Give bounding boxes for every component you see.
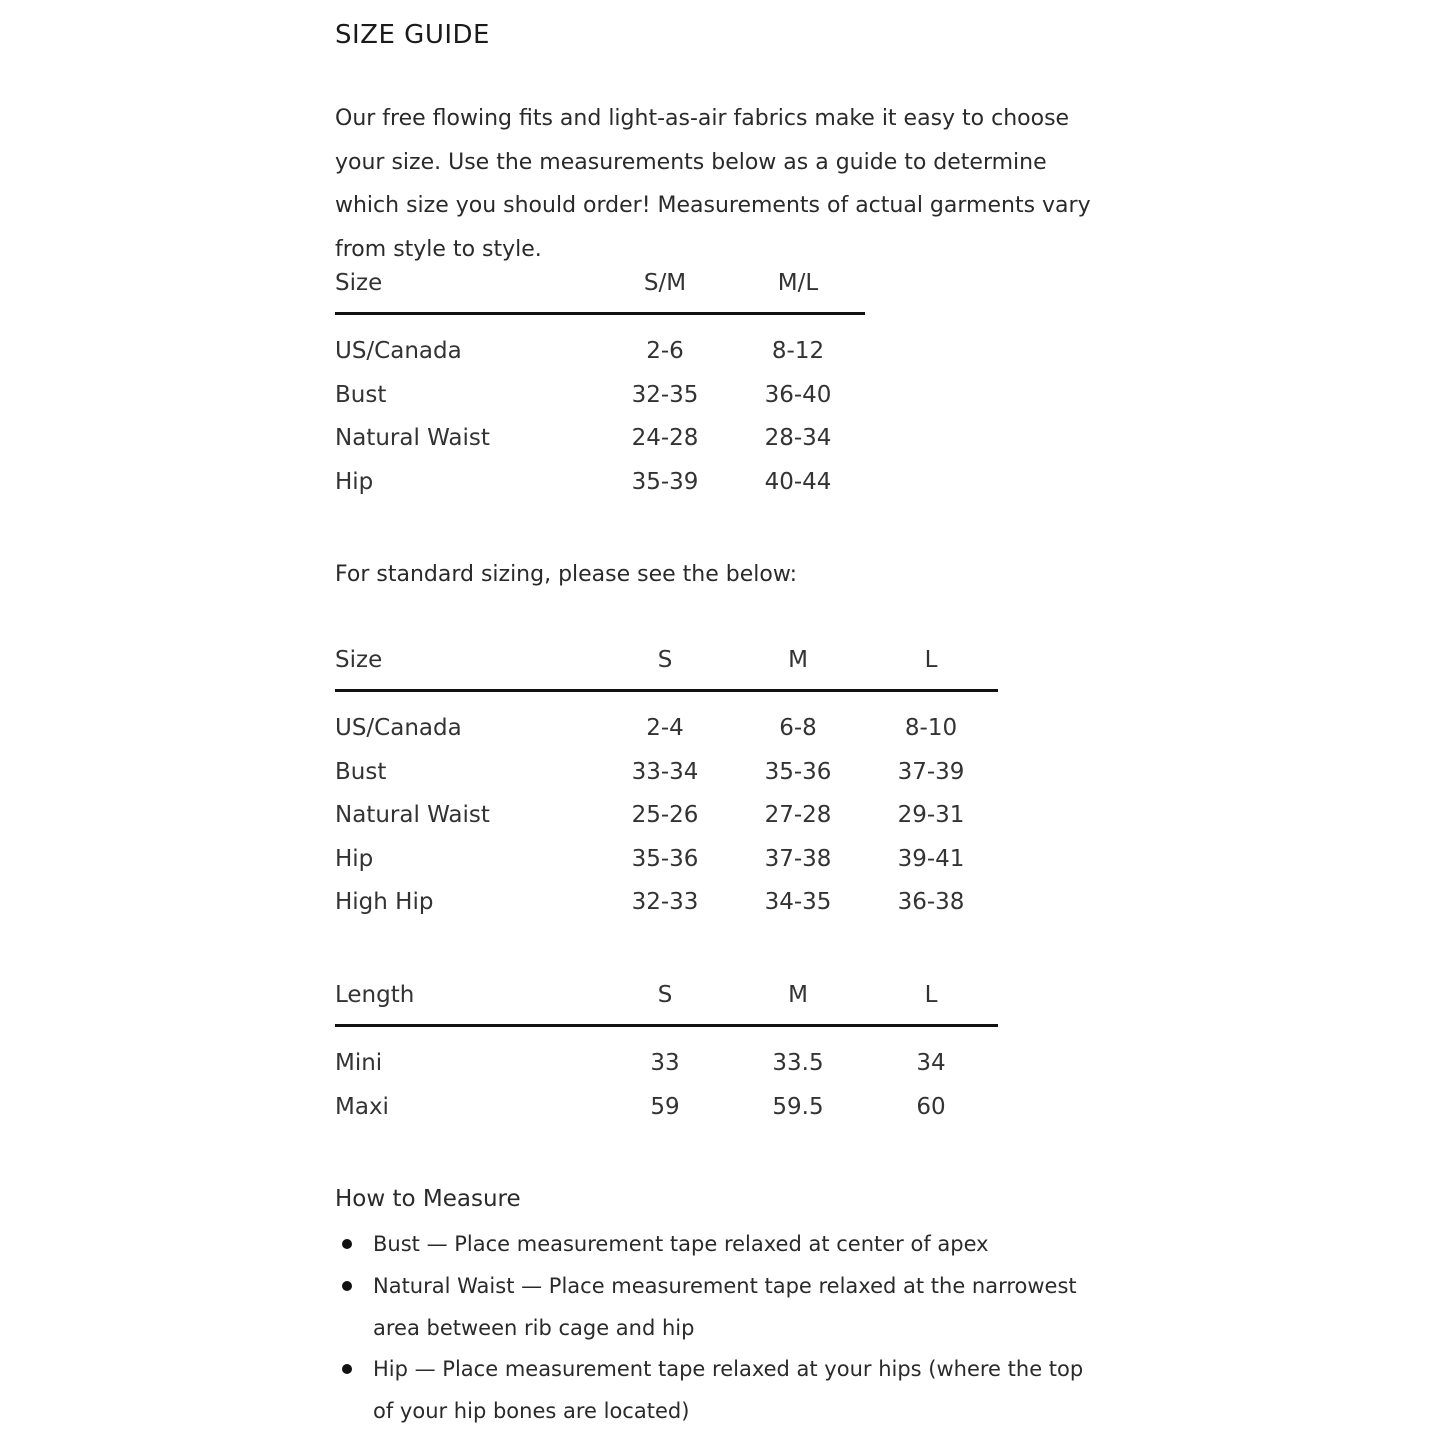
row-label: Bust (335, 758, 387, 785)
header-m: M (788, 982, 808, 1008)
table-row (335, 338, 865, 382)
cell-value: 34-35 (764, 889, 832, 916)
row-label: Natural Waist (335, 425, 490, 452)
cell-value: 28-34 (764, 425, 832, 452)
table-row (335, 382, 865, 426)
cell-value: 32-35 (631, 381, 699, 408)
cell-value: 37-39 (897, 758, 965, 785)
row-label: Mini (335, 1050, 383, 1076)
row-label: US/Canada (335, 715, 462, 741)
header-s: S (657, 647, 673, 673)
row-label: Bust (335, 381, 387, 408)
table-row (335, 469, 865, 513)
cell-value: 2-6 (646, 338, 684, 364)
table-row (335, 846, 998, 890)
measure-instruction: Natural Waist — Place measurement tape relaxed at the narrowest area between rib cage and hip (373, 1273, 1077, 1340)
page-title: SIZE GUIDE (335, 20, 490, 50)
list-item (335, 1224, 1095, 1266)
table-row (335, 889, 998, 933)
header-m: M (788, 647, 808, 673)
cell-value: 33 (650, 1050, 680, 1076)
cell-value: 32-33 (631, 889, 699, 916)
cell-value: 33-34 (631, 758, 699, 785)
table-row (335, 759, 998, 803)
cell-value: 34 (916, 1050, 946, 1076)
cell-value: 59 (650, 1093, 680, 1120)
cell-value: 35-39 (631, 468, 699, 495)
cell-value: 60 (916, 1093, 946, 1120)
how-to-measure-list (335, 1224, 1095, 1433)
row-label: Natural Waist (335, 802, 490, 829)
length-table (335, 982, 998, 1137)
measure-instruction: Hip — Place measurement tape relaxed at your hips (where the top of your hip bones are located) (373, 1357, 1084, 1424)
row-label: US/Canada (335, 338, 462, 364)
row-label: Hip (335, 468, 374, 495)
table-row (335, 802, 998, 846)
cell-value: 35-36 (631, 845, 699, 872)
cell-value: 36-40 (764, 381, 832, 408)
bullet-icon (342, 1364, 352, 1374)
cell-value: 29-31 (897, 802, 965, 829)
cell-value: 27-28 (764, 802, 832, 829)
list-item (335, 1349, 1095, 1433)
cell-value: 33.5 (772, 1050, 824, 1076)
row-label: Hip (335, 845, 374, 872)
cell-value: 2-4 (646, 715, 684, 741)
header-ml: M/L (777, 270, 819, 296)
table-header (335, 982, 998, 1027)
cell-value: 39-41 (897, 845, 965, 872)
bullet-icon (342, 1281, 352, 1291)
header-size: Size (335, 270, 383, 296)
row-label: High Hip (335, 889, 434, 916)
table-row (335, 1094, 998, 1138)
cell-value: 6-8 (779, 715, 817, 741)
cell-value: 8-10 (904, 715, 958, 741)
table-header (335, 270, 865, 315)
cell-value: 8-12 (771, 338, 825, 364)
table-header (335, 647, 998, 692)
cell-value: 40-44 (764, 468, 832, 495)
bullet-icon (342, 1239, 352, 1249)
size-table-standard (335, 647, 998, 933)
header-length: Length (335, 982, 415, 1008)
intro-paragraph: Our free flowing fits and light-as-air fabrics make it easy to choose your size. Use the measurements below as a guide to determine which size you should order! Measurements of actual garments vary from style to style. (335, 106, 1091, 262)
cell-value: 35-36 (764, 758, 832, 785)
cell-value: 59.5 (772, 1093, 824, 1120)
cell-value: 37-38 (764, 845, 832, 872)
header-sm: S/M (643, 270, 687, 296)
cell-value: 36-38 (897, 889, 965, 916)
standard-sizing-note: For standard sizing, please see the below: (335, 562, 798, 587)
cell-value: 24-28 (631, 425, 699, 452)
how-to-measure-heading: How to Measure (335, 1186, 521, 1212)
table-row (335, 715, 998, 759)
row-label: Maxi (335, 1093, 389, 1120)
header-size: Size (335, 647, 383, 673)
table-row (335, 425, 865, 469)
list-item (335, 1266, 1095, 1350)
table-row (335, 1050, 998, 1094)
header-l: L (924, 647, 938, 673)
cell-value: 25-26 (631, 802, 699, 829)
size-table-sm-ml (335, 270, 865, 512)
header-l: L (924, 982, 938, 1008)
header-s: S (657, 982, 673, 1008)
measure-instruction: Bust — Place measurement tape relaxed at center of apex (373, 1232, 989, 1256)
